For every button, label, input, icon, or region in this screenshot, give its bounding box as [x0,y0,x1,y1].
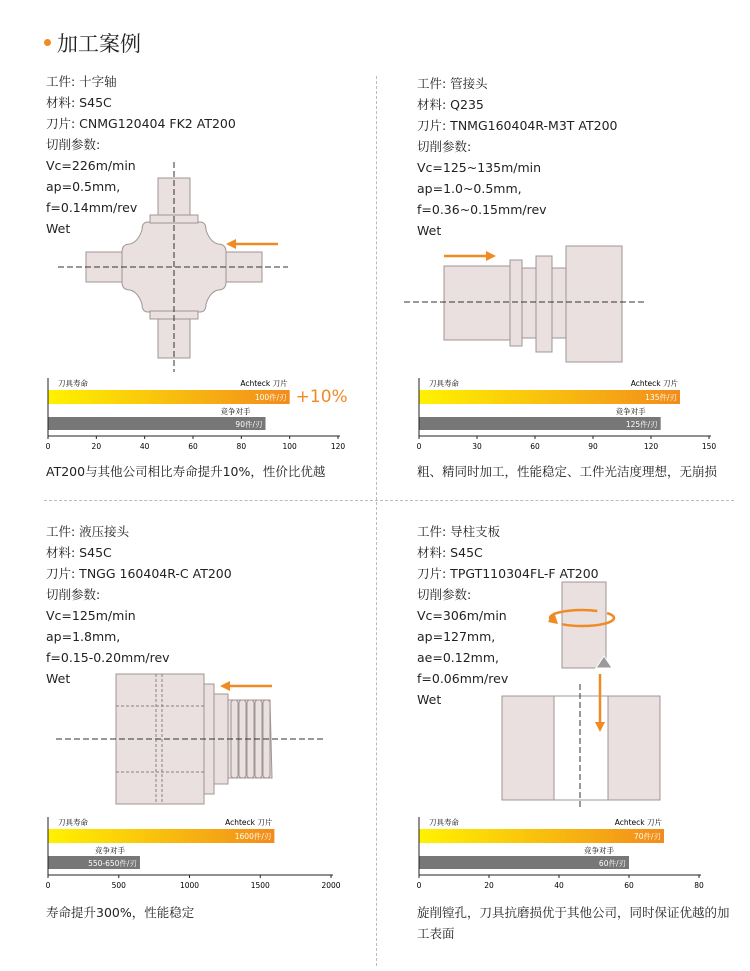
x-tick-label: 1500 [250,881,270,890]
x-tick-label: 1000 [179,881,200,890]
ap-param: ap=1.8mm, [46,629,121,644]
ae-param: ae=0.12mm, [417,650,499,665]
pipe-joint-drawing [396,240,656,370]
material-label: 材料: Q235 [417,97,484,112]
ap-param: ap=1.0~0.5mm, [417,181,522,196]
x-tick-label: 2000 [321,881,341,890]
x-tick-label: 0 [416,881,422,890]
brand-bar-label: 70件/刃 [633,832,661,841]
coolant-label: Wet [46,671,71,686]
workpiece-label: 工件: 十字轴 [46,74,117,89]
improvement-annotation: +10% [295,387,348,407]
x-tick-label: 20 [484,881,494,890]
competitor-bar [419,856,629,869]
brand-bar [48,390,290,404]
case-4-chart [411,815,731,895]
x-tick-label: 150 [701,442,717,451]
page-title [44,28,141,58]
x-tick-label: 0 [416,442,422,451]
params-label: 切削参数: [417,587,472,602]
case-2-info [417,73,617,241]
x-tick-label: 500 [111,881,126,890]
f-param: f=0.14mm/rev [46,200,138,215]
bullet-dot-icon [44,39,51,46]
vc-param: Vc=226m/min [46,158,136,173]
workpiece-label: 工件: 液压接头 [46,524,130,539]
x-tick-label: 30 [472,442,482,451]
params-label: 切削参数: [46,137,101,152]
f-param: f=0.06mm/rev [417,671,509,686]
x-tick-label: 20 [91,442,102,451]
insert-label: 刀片: CNMG120404 FK2 AT200 [46,116,236,131]
material-label: 材料: S45C [46,545,112,560]
vertical-divider [376,76,377,966]
material-label: 材料: S45C [46,95,112,110]
workpiece-label: 工件: 导柱支板 [417,524,501,539]
x-tick-label: 0 [45,881,51,890]
brand-bar [419,829,664,843]
brand-legend-label: Achteck 刀片 [614,818,662,827]
x-tick-label: 120 [330,442,346,451]
page-title-text: 加工案例 [57,32,141,56]
brand-bar [419,390,680,404]
brand-bar-label: 135件/刃 [645,393,677,402]
vc-param: Vc=125~135m/min [417,160,542,175]
cross-shaft-drawing [50,160,310,375]
case-2-chart [411,376,731,456]
case-3-info [46,521,232,689]
x-tick-label: 120 [643,442,659,451]
case-2-caption: 粗、精同时加工，性能稳定、工件光洁度理想，无崩损 [417,464,718,479]
competitor-bar [48,417,266,430]
x-tick-label: 90 [588,442,598,451]
guide-plate-drawing [496,580,671,810]
competitor-bar [419,417,661,430]
competitor-bar-label: 550-650件/刃 [88,859,137,868]
horizontal-divider [44,500,734,501]
brand-bar-label: 1600件/刃 [234,832,272,841]
x-tick-label: 80 [236,442,247,451]
competitor-legend-label: 竞争对手 [94,846,125,855]
coolant-label: Wet [417,692,442,707]
case-3-caption: 寿命提升300%，性能稳定 [46,905,195,920]
x-tick-label: 80 [694,881,704,890]
workpiece-label: 工件: 管接头 [417,76,488,91]
ap-param: ap=0.5mm, [46,179,121,194]
x-tick-label: 0 [45,442,51,451]
brand-legend-label: Achteck 刀片 [630,379,678,388]
chart-title: 刀具寿命 [58,818,88,827]
insert-label: 刀片: TNGG 160404R-C AT200 [46,566,232,581]
insert-label: 刀片: TPGT110304FL-F AT200 [417,566,599,581]
brand-bar-label: 100件/刃 [254,393,287,402]
x-tick-label: 60 [188,442,198,451]
x-tick-label: 40 [554,881,564,890]
competitor-bar-label: 125件/刃 [625,420,658,429]
x-tick-label: 60 [530,442,540,451]
insert-label: 刀片: TNMG160404R-M3T AT200 [417,118,618,133]
params-label: 切削参数: [46,587,101,602]
chart-title: 刀具寿命 [429,818,459,827]
x-tick-label: 100 [282,442,297,451]
x-tick-label: 40 [139,442,150,451]
competitor-legend-label: 竞争对手 [584,846,614,855]
chart-title: 刀具寿命 [429,379,459,388]
vc-param: Vc=125m/min [46,608,136,623]
case-1-caption: AT200与其他公司相比寿命提升10%，性价比优越 [46,464,326,479]
brand-legend-label: Achteck 刀片 [225,818,273,827]
brand-legend-label: Achteck 刀片 [240,379,288,388]
competitor-bar-label: 90件/刃 [235,420,263,429]
material-label: 材料: S45C [417,545,483,560]
x-tick-label: 60 [624,881,634,890]
case-4-caption: 旋削镗孔，刀具抗磨损优于其他公司，同时保证优越的加工表面 [417,905,730,941]
competitor-bar-label: 60件/刃 [598,859,626,868]
case-3-chart [40,815,360,895]
coolant-label: Wet [46,221,71,236]
f-param: f=0.15-0.20mm/rev [46,650,170,665]
hydraulic-joint-drawing [50,668,330,808]
chart-title: 刀具寿命 [58,379,88,388]
competitor-legend-label: 竞争对手 [615,407,646,416]
vc-param: Vc=306m/min [417,608,507,623]
ap-param: ap=127mm, [417,629,496,644]
params-label: 切削参数: [417,139,472,154]
f-param: f=0.36~0.15mm/rev [417,202,547,217]
case-1-chart [40,376,360,456]
competitor-legend-label: 竞争对手 [220,407,251,416]
coolant-label: Wet [417,223,442,238]
